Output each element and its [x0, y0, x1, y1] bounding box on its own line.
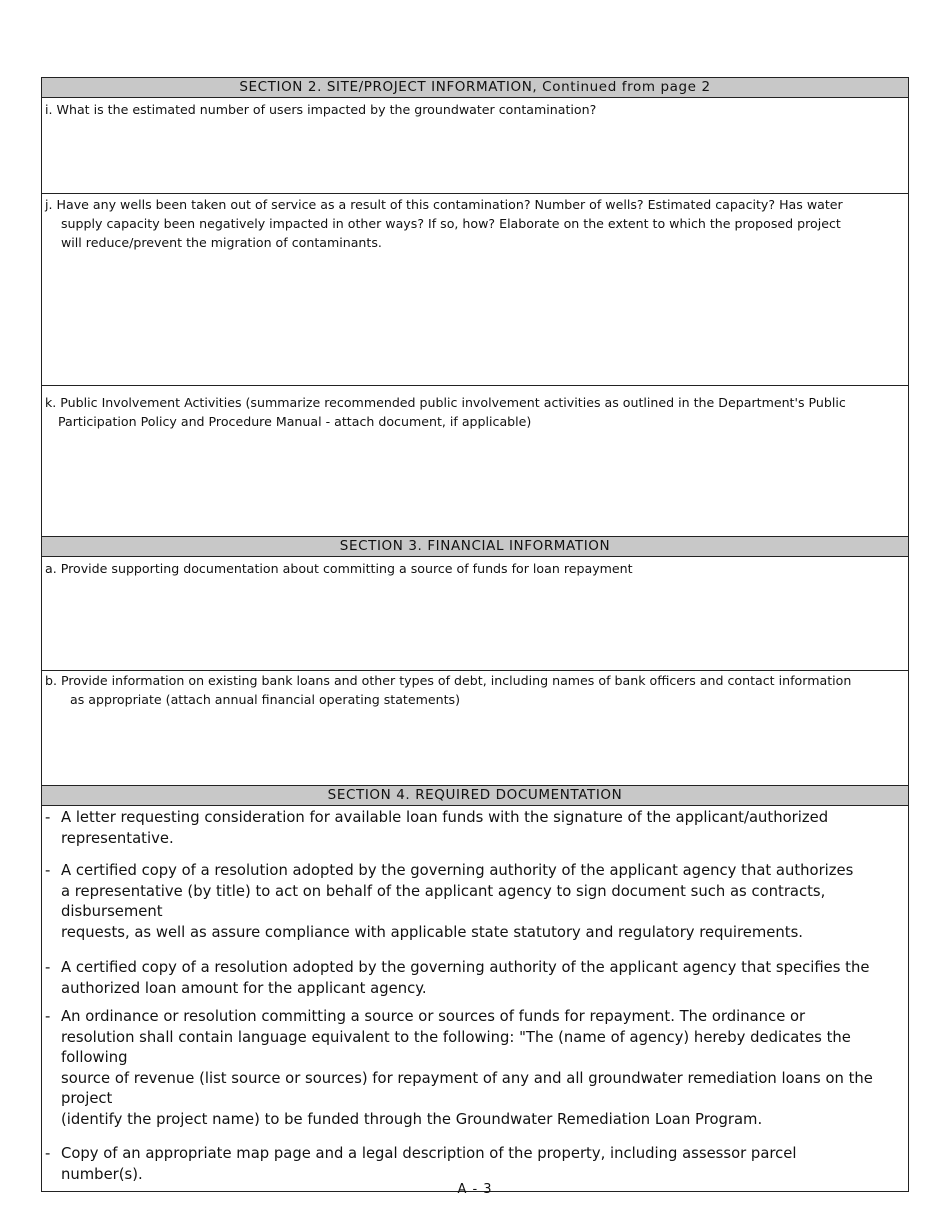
section-3-header: SECTION 3. FINANCIAL INFORMATION — [42, 537, 908, 557]
item-1-line: representative. — [61, 829, 174, 847]
question-j-line-2: supply capacity been negatively impacted in other ways? If so, how? Elaborate on the extent to which the proposed project — [61, 216, 841, 231]
bullet-dash: - — [45, 959, 51, 976]
item-1-line: A letter requesting consideration for available loan funds with the signature of the applicant/authorized — [61, 809, 829, 826]
bullet-dash: - — [45, 809, 51, 826]
question-a-field[interactable] — [42, 557, 908, 671]
question-b-line-2: as appropriate (attach annual financial operating statements) — [70, 692, 461, 707]
question-k-field[interactable] — [42, 386, 908, 537]
question-j-line-3: will reduce/prevent the migration of contaminants. — [61, 235, 382, 250]
list-item — [45, 958, 902, 999]
question-a-label: a. Provide supporting documentation about committing a source of funds for loan repayment — [45, 561, 633, 576]
question-j-field[interactable] — [42, 194, 908, 386]
question-b-label — [45, 671, 868, 709]
question-i-label: i. What is the estimated number of users impacted by the groundwater contamination? — [45, 102, 597, 117]
bullet-dash: - — [45, 1145, 51, 1162]
question-k-line-1: k. Public Involvement Activities (summarize recommended public involvement activities as outlined in the Department's Public — [45, 395, 846, 410]
question-j-line-1: j. Have any wells been taken out of service as a result of this contamination? Number of wells? Estimated capacity? Has water — [45, 197, 843, 212]
bullet-dash: - — [45, 862, 51, 879]
item-2-line: requests, as well as assure compliance with applicable state statutory and regulatory requirements. — [61, 923, 803, 941]
section-4-header: SECTION 4. REQUIRED DOCUMENTATION — [42, 786, 908, 806]
question-i-field[interactable] — [42, 98, 908, 194]
question-b-field[interactable] — [42, 671, 908, 786]
list-item — [45, 1144, 902, 1185]
question-k-line-2: Participation Policy and Procedure Manual - attach document, if applicable) — [58, 414, 532, 429]
item-3-line: authorized loan amount for the applicant agency. — [61, 979, 427, 997]
item-4-line: source of revenue (list source or sources) for repayment of any and all groundwater remediation loans on the project — [61, 1069, 873, 1107]
page-number: A - 3 — [457, 1182, 493, 1197]
list-item — [45, 861, 902, 943]
question-j-label — [45, 195, 868, 252]
bullet-dash: - — [45, 1008, 51, 1025]
item-3-line: A certified copy of a resolution adopted by the governing authority of the applicant agency that specifies the — [61, 959, 870, 976]
section-2-header: SECTION 2. SITE/PROJECT INFORMATION, Continued from page 2 — [42, 78, 908, 98]
list-item — [45, 1007, 902, 1130]
item-2-line: a representative (by title) to act on behalf of the applicant agency to sign document such as contracts, disbursement — [61, 882, 826, 920]
item-4-line: An ordinance or resolution committing a source or sources of funds for repayment. The ordinance or — [61, 1008, 806, 1025]
application-form — [41, 77, 909, 1192]
item-5-line: Copy of an appropriate map page and a legal description of the property, including assessor parcel — [61, 1145, 797, 1162]
item-5-line: number(s). — [61, 1165, 143, 1183]
item-2-line: A certified copy of a resolution adopted by the governing authority of the applicant agency that authorizes — [61, 862, 854, 879]
item-4-line: resolution shall contain language equivalent to the following: "The (name of agency) hereby dedicates the following — [61, 1028, 851, 1066]
list-item — [45, 808, 902, 849]
required-documentation-list — [42, 806, 908, 1191]
question-b-line-1: b. Provide information on existing bank loans and other types of debt, including names of bank officers and contact information — [45, 673, 852, 688]
question-k-label — [45, 393, 868, 431]
item-4-line: (identify the project name) to be funded through the Groundwater Remediation Loan Program. — [61, 1110, 763, 1128]
